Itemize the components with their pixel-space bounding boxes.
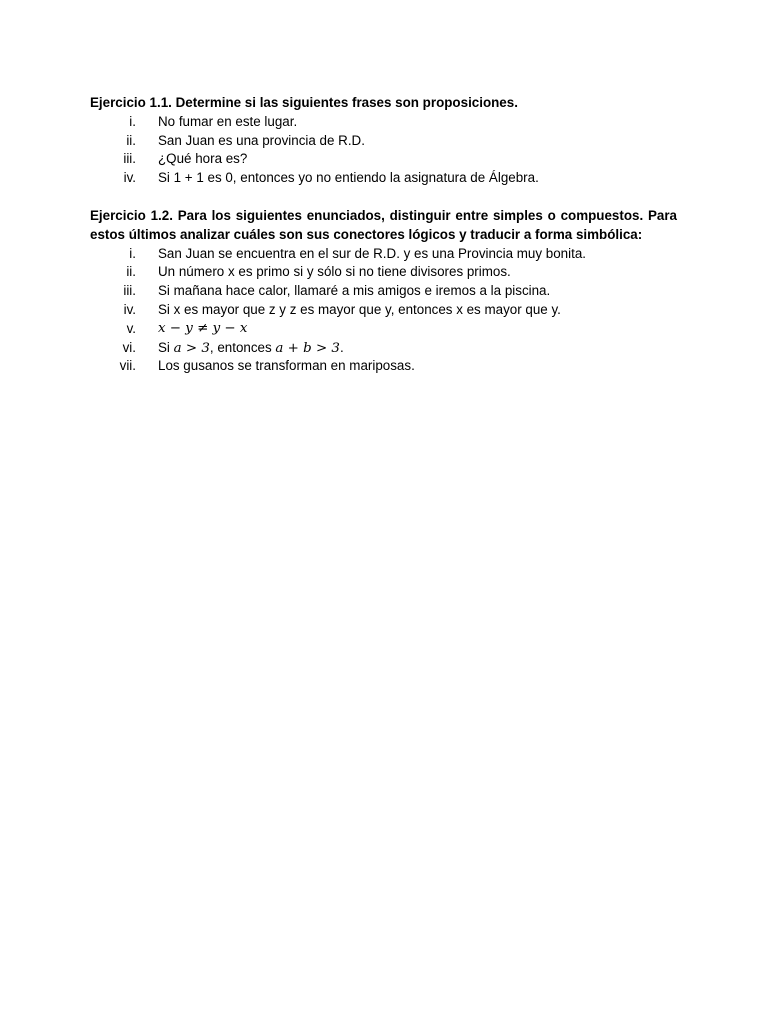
list-item [90, 301, 677, 320]
item-number: iii. [123, 283, 136, 299]
item-number: i. [129, 245, 136, 261]
list-item [90, 263, 677, 282]
item-text: Si 1 + 1 es 0, entonces yo no entiendo la asignatura de Álgebra. [158, 170, 539, 186]
item-text-prefix: Si [158, 339, 174, 355]
item-text: San Juan es una provincia de R.D. [158, 132, 365, 148]
math-expression: x − y ≠ y − x [158, 320, 248, 336]
item-number: iii. [123, 151, 136, 167]
item-text: Los gusanos se transforman en mariposas. [158, 358, 415, 374]
list-item [90, 320, 677, 339]
item-number: ii. [126, 132, 136, 148]
exercise-1-1-list [90, 113, 677, 188]
item-number: ii. [126, 264, 136, 280]
exercise-1-2 [90, 207, 677, 376]
item-text: Si x es mayor que z y z es mayor que y, entonces x es mayor que y. [158, 301, 561, 317]
list-item [90, 357, 677, 376]
exercise-1-2-heading: Ejercicio 1.2. Para los siguientes enunciados, distinguir entre simples o compuestos. Para estos últimos analizar cuáles son sus conectores lógicos y traducir a forma simbólica: [90, 208, 677, 242]
list-item [90, 132, 677, 151]
item-number: iv. [123, 301, 136, 317]
item-number: vi. [122, 339, 136, 355]
list-item [90, 245, 677, 264]
item-text-suffix: . [339, 339, 344, 355]
item-text: No fumar en este lugar. [158, 113, 298, 129]
exercise-1-2-list [90, 245, 677, 377]
item-text-with-math [158, 339, 344, 359]
item-text: Un número x es primo si y sólo si no tiene divisores primos. [158, 264, 511, 280]
list-item [90, 169, 677, 188]
list-item [90, 339, 677, 358]
item-number: vii. [119, 358, 136, 374]
math-expression: a > 3 [173, 340, 210, 356]
list-item [90, 150, 677, 169]
item-number: iv. [123, 170, 136, 186]
item-number: i. [129, 113, 136, 129]
exercise-1-1-heading: Ejercicio 1.1. Determine si las siguientes frases son proposiciones. [90, 95, 518, 110]
item-text-middle: , entonces [209, 339, 276, 355]
exercise-1-1 [90, 94, 677, 188]
item-number: v. [126, 320, 136, 336]
math-expression: a + b > 3 [275, 340, 340, 356]
item-text: San Juan se encuentra en el sur de R.D. y es una Provincia muy bonita. [158, 245, 586, 261]
list-item [90, 282, 677, 301]
item-text: Si mañana hace calor, llamaré a mis amigos e iremos a la piscina. [158, 283, 551, 299]
item-text: ¿Qué hora es? [158, 151, 248, 167]
list-item [90, 113, 677, 132]
